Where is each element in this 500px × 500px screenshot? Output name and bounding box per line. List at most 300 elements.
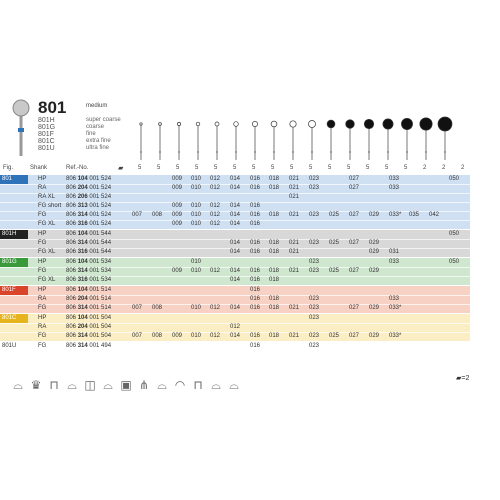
size-cell: 016	[250, 305, 261, 311]
size-cell: 021	[289, 176, 300, 182]
table-row	[0, 276, 470, 286]
ref-shank-code: 104	[77, 231, 88, 237]
size-cell: 016	[250, 176, 261, 182]
size-cell: 021	[289, 185, 300, 191]
shank-cell: FG	[38, 343, 47, 349]
box-count: 5	[328, 165, 332, 171]
ref-suffix: 001 524	[87, 203, 112, 209]
size-cell: 018	[269, 185, 280, 191]
crown-icon: ♛	[30, 378, 42, 392]
tooth-icon: ⌓	[157, 378, 167, 392]
ref-cell	[66, 323, 111, 332]
box-count: 5	[271, 165, 275, 171]
size-cell: 007	[132, 333, 143, 339]
bur-illustration	[159, 123, 162, 160]
bur-illustration	[196, 122, 200, 160]
variant-grade: coarse	[86, 124, 105, 130]
size-cell: 016	[250, 249, 261, 255]
size-cell: 012	[210, 221, 221, 227]
size-cell: 021	[289, 305, 300, 311]
ref-prefix: 806	[66, 333, 78, 339]
size-cell: 029	[369, 240, 380, 246]
size-cell: 033	[389, 296, 400, 302]
table-row	[0, 342, 470, 352]
size-cell: 016	[250, 277, 261, 283]
ref-prefix: 806	[66, 305, 78, 311]
size-cell: 018	[269, 212, 280, 218]
ref-suffix: 001 544	[87, 249, 112, 255]
tooth-icon: ⌓	[13, 378, 23, 392]
ref-shank-code: 316	[77, 221, 88, 227]
size-cell: 027	[349, 212, 360, 218]
size-cell: 010	[191, 185, 202, 191]
table-group	[0, 258, 470, 285]
bur-illustration	[271, 121, 277, 160]
box-count: 5	[214, 165, 218, 171]
ref-suffix: 001 534	[87, 268, 112, 274]
table-group	[0, 286, 470, 313]
ref-shank-code: 104	[77, 287, 88, 293]
size-cell: 035	[409, 212, 420, 218]
size-cell: 023	[309, 240, 320, 246]
group-label: 801H	[0, 230, 28, 239]
ref-shank-code: 314	[77, 268, 88, 274]
size-cell: 009	[172, 185, 183, 191]
size-cell: 027	[349, 176, 360, 182]
shank-cell: FG	[38, 240, 47, 246]
size-cell: 009	[172, 176, 183, 182]
box-count: 5	[233, 165, 237, 171]
product-table	[0, 175, 470, 375]
size-cell: 033*	[389, 333, 402, 339]
size-cell: 010	[191, 203, 202, 209]
size-cell: 009	[172, 268, 183, 274]
tooth-icon: ⌓	[103, 378, 113, 392]
size-cell: 014	[230, 268, 241, 274]
shank-cell: HP	[38, 176, 47, 182]
ref-cell	[66, 286, 111, 295]
bur-illustration-group	[0, 112, 470, 162]
size-cell: 033	[389, 176, 400, 182]
table-group	[0, 230, 470, 257]
shank-cell: FG short	[38, 203, 62, 209]
ref-prefix: 806	[66, 176, 78, 182]
size-cell: 012	[210, 305, 221, 311]
gum-icon: ◠	[174, 378, 186, 392]
size-cell: 050	[449, 176, 460, 182]
bur-illustration	[309, 121, 316, 161]
table-group	[0, 175, 470, 229]
shank-cell: RA XL	[38, 194, 56, 200]
size-cell: 021	[289, 240, 300, 246]
root-icon: ⋔	[138, 378, 150, 392]
ref-prefix: 806	[66, 194, 78, 200]
ref-suffix: 001 494	[87, 343, 112, 349]
size-cell: 012	[210, 333, 221, 339]
ref-prefix: 806	[66, 221, 78, 227]
box-count: 5	[309, 165, 313, 171]
size-cell: 008	[152, 212, 163, 218]
tooth-icon: ⌓	[67, 378, 77, 392]
ref-suffix: 001 504	[87, 333, 112, 339]
size-cell: 031	[389, 249, 400, 255]
size-cell: 016	[250, 333, 261, 339]
box-count: 5	[347, 165, 351, 171]
size-cell: 018	[269, 296, 280, 302]
ref-suffix: 001 544	[87, 240, 112, 246]
ref-shank-code: 314	[77, 305, 88, 311]
size-cell: 016	[250, 296, 261, 302]
size-cell: 023	[309, 268, 320, 274]
ref-prefix: 806	[66, 277, 78, 283]
size-cell: 010	[191, 305, 202, 311]
table-row	[0, 304, 470, 314]
box-count: 2	[423, 165, 427, 171]
col-fig: Fig.	[3, 165, 14, 171]
size-cell: 009	[172, 203, 183, 209]
bur-illustration	[215, 122, 219, 160]
tooth-icon: ⌓	[229, 378, 239, 392]
size-cell: 018	[269, 305, 280, 311]
ref-prefix: 806	[66, 259, 78, 265]
box-count: 5	[385, 165, 389, 171]
shank-cell: RA	[38, 324, 47, 330]
ref-prefix: 806	[66, 296, 78, 302]
size-cell: 010	[191, 212, 202, 218]
table-group	[0, 342, 470, 351]
bur-illustration	[234, 122, 239, 160]
bur-illustration	[438, 117, 452, 160]
shank-cell: HP	[38, 315, 47, 321]
ref-shank-code: 104	[77, 315, 88, 321]
group-label: 801F	[0, 286, 28, 295]
size-cell: 010	[191, 268, 202, 274]
bur-illustration	[383, 119, 393, 160]
ref-prefix: 806	[66, 212, 78, 218]
ref-shank-code: 314	[77, 240, 88, 246]
ref-shank-code: 104	[77, 259, 88, 265]
box-count: 5	[138, 165, 142, 171]
size-cell: 009	[172, 333, 183, 339]
variant-grade: fine	[86, 131, 96, 137]
ref-prefix: 806	[66, 324, 78, 330]
ref-shank-code: 314	[77, 212, 88, 218]
bracket-icon: ⊓	[49, 378, 59, 392]
shank-cell: RA	[38, 185, 47, 191]
ref-cell	[66, 314, 111, 323]
shank-cell: FG	[38, 212, 47, 218]
ref-shank-code: 206	[77, 194, 88, 200]
size-cell: 010	[191, 221, 202, 227]
bur-illustration	[346, 120, 355, 160]
size-cell: 014	[230, 203, 241, 209]
size-cell: 014	[230, 277, 241, 283]
size-cell: 016	[250, 240, 261, 246]
size-cell: 050	[449, 231, 460, 237]
ref-prefix: 806	[66, 287, 78, 293]
ref-cell	[66, 258, 111, 267]
size-cell: 033	[389, 259, 400, 265]
size-cell: 023	[309, 259, 320, 265]
ref-shank-code: 316	[77, 249, 88, 255]
size-cell: 014	[230, 305, 241, 311]
shank-cell: FG XL	[38, 277, 56, 283]
table-row	[0, 220, 470, 230]
size-cell: 025	[329, 268, 340, 274]
size-cell: 012	[230, 324, 241, 330]
size-cell: 023	[309, 185, 320, 191]
table-row	[0, 248, 470, 258]
group-label: 801G	[0, 258, 28, 267]
size-cell: 014	[230, 333, 241, 339]
size-cell: 008	[152, 333, 163, 339]
size-cell: 023	[309, 305, 320, 311]
size-cell: 018	[269, 176, 280, 182]
size-cell: 016	[250, 203, 261, 209]
size-cell: 012	[210, 268, 221, 274]
size-cell: 016	[250, 212, 261, 218]
variant-item: 801H	[38, 117, 55, 124]
size-cell: 016	[250, 287, 261, 293]
size-cell: 008	[152, 305, 163, 311]
ref-cell	[66, 295, 111, 304]
size-cell: 021	[289, 212, 300, 218]
size-cell: 018	[269, 333, 280, 339]
group-label: 801C	[0, 314, 28, 323]
legend-text: =2	[461, 375, 470, 382]
ref-prefix: 806	[66, 240, 78, 246]
ref-shank-code: 104	[77, 176, 88, 182]
ref-cell	[66, 220, 111, 229]
size-cell: 029	[369, 268, 380, 274]
size-cell: 025	[329, 333, 340, 339]
ref-cell	[66, 239, 111, 248]
size-cell: 021	[289, 249, 300, 255]
size-cell: 012	[210, 176, 221, 182]
size-cell: 010	[191, 333, 202, 339]
size-cell: 014	[230, 221, 241, 227]
size-cell: 023	[309, 333, 320, 339]
ref-suffix: 001 534	[87, 277, 112, 283]
size-cell: 025	[329, 212, 340, 218]
size-cell: 021	[289, 268, 300, 274]
ref-suffix: 001 524	[87, 185, 112, 191]
variant-grade: extra fine	[86, 138, 111, 144]
table-row	[0, 332, 470, 342]
shank-cell: HP	[38, 231, 47, 237]
group-label: 801U	[0, 342, 28, 351]
size-cell: 014	[230, 240, 241, 246]
product-grade: medium	[86, 103, 108, 109]
size-cell: 009	[172, 212, 183, 218]
box-count: 5	[252, 165, 256, 171]
size-cell: 033*	[389, 305, 402, 311]
size-cell: 018	[269, 240, 280, 246]
ref-prefix: 806	[66, 203, 78, 209]
box-icon: ▰	[456, 375, 462, 382]
size-cell: 012	[210, 203, 221, 209]
size-cell: 014	[230, 176, 241, 182]
size-cell: 018	[269, 268, 280, 274]
ref-prefix: 806	[66, 231, 78, 237]
inlay-icon: ▣	[120, 378, 132, 392]
ref-suffix: 001 514	[87, 287, 112, 293]
size-cell: 014	[230, 249, 241, 255]
size-cell: 033	[389, 185, 400, 191]
size-cell: 050	[449, 259, 460, 265]
ref-suffix: 001 504	[87, 324, 112, 330]
ref-suffix: 001 514	[87, 296, 112, 302]
bur-illustration	[327, 120, 335, 160]
bur-illustration	[252, 121, 257, 160]
usage-icons	[10, 376, 250, 396]
ref-cell	[66, 193, 111, 202]
box-count: 2	[442, 165, 446, 171]
variant-grade: super coarse	[86, 117, 121, 123]
box-count: 5	[366, 165, 370, 171]
size-cell: 023	[309, 296, 320, 302]
ref-cell	[66, 184, 111, 193]
size-cell: 012	[210, 185, 221, 191]
size-cell: 042	[429, 212, 440, 218]
size-cell: 027	[349, 185, 360, 191]
size-cell: 023	[309, 343, 320, 349]
ref-cell	[66, 248, 111, 257]
size-cell: 010	[191, 259, 202, 265]
ref-suffix: 001 514	[87, 305, 112, 311]
size-cell: 025	[329, 240, 340, 246]
size-cell: 033*	[389, 212, 402, 218]
ref-suffix: 001 544	[87, 231, 112, 237]
shank-cell: HP	[38, 287, 47, 293]
size-cell: 007	[132, 305, 143, 311]
box-count: 5	[195, 165, 199, 171]
bur-illustration	[401, 118, 412, 160]
size-cell: 023	[309, 176, 320, 182]
ref-cell	[66, 267, 111, 276]
pack-legend	[456, 374, 469, 382]
size-cell: 009	[172, 221, 183, 227]
size-cell: 027	[349, 240, 360, 246]
ref-suffix: 001 534	[87, 259, 112, 265]
ref-suffix: 001 524	[87, 176, 112, 182]
bur-illustration	[364, 119, 373, 160]
size-cell: 012	[210, 212, 221, 218]
size-cell: 018	[269, 277, 280, 283]
size-cell: 010	[191, 176, 202, 182]
ref-cell	[66, 304, 111, 313]
ref-suffix: 001 524	[87, 194, 112, 200]
variant-item: 801G	[38, 124, 56, 131]
size-cell: 016	[250, 343, 261, 349]
ref-shank-code: 313	[77, 203, 88, 209]
bur-illustration	[140, 123, 142, 160]
size-cell: 021	[289, 333, 300, 339]
product-number: 801	[38, 98, 67, 117]
ref-cell	[66, 202, 111, 211]
size-cell: 027	[349, 268, 360, 274]
bur-illustration	[420, 118, 432, 160]
tooth-icon: ⌓	[211, 378, 221, 392]
size-cell: 007	[132, 212, 143, 218]
prep-icon: ◫	[84, 378, 96, 392]
size-cell: 016	[250, 185, 261, 191]
ref-cell	[66, 211, 111, 220]
shank-cell: RA	[38, 296, 47, 302]
ref-prefix: 806	[66, 249, 78, 255]
box-count: 5	[290, 165, 294, 171]
bur-illustrations	[0, 112, 470, 162]
variant-item: 801F	[38, 131, 54, 138]
shank-cell: FG XL	[38, 249, 56, 255]
ref-cell	[66, 230, 111, 239]
box-icon: ▰	[118, 165, 124, 172]
size-cell: 029	[369, 305, 380, 311]
size-cell: 014	[230, 185, 241, 191]
box-count: 5	[176, 165, 180, 171]
col-ref: Ref.-No.	[66, 165, 89, 171]
size-cell: 029	[369, 333, 380, 339]
ref-shank-code: 204	[77, 185, 88, 191]
ref-prefix: 806	[66, 315, 78, 321]
size-cell: 016	[250, 221, 261, 227]
size-cell: 027	[349, 305, 360, 311]
size-cell: 016	[250, 268, 261, 274]
size-cell: 014	[230, 212, 241, 218]
bur-illustration	[290, 121, 296, 160]
box-count: 5	[157, 165, 161, 171]
ref-shank-code: 204	[77, 296, 88, 302]
ref-suffix: 001 504	[87, 315, 112, 321]
shank-cell: FG	[38, 333, 47, 339]
size-cell: 029	[369, 212, 380, 218]
group-label: 801	[0, 175, 28, 184]
box-count: 2	[461, 165, 465, 171]
size-cell: 023	[309, 212, 320, 218]
ref-cell	[66, 332, 111, 341]
col-shank: Shank	[30, 165, 48, 171]
size-cell: 029	[369, 249, 380, 255]
ref-cell	[66, 175, 111, 184]
shank-cell: HP	[38, 259, 47, 265]
ref-prefix: 806	[66, 185, 78, 191]
shank-cell: FG XL	[38, 221, 56, 227]
variant-item: 801C	[38, 138, 55, 145]
box-count: 5	[404, 165, 408, 171]
variant-grade: ultra fine	[86, 145, 110, 151]
ref-prefix: 806	[66, 268, 78, 274]
table-header	[0, 164, 470, 174]
ref-shank-code: 314	[77, 333, 88, 339]
ref-prefix: 806	[66, 343, 78, 349]
ref-shank-code: 316	[77, 277, 88, 283]
ref-suffix: 001 524	[87, 221, 112, 227]
table-group	[0, 314, 470, 341]
size-cell: 027	[349, 333, 360, 339]
ref-cell	[66, 276, 111, 285]
shank-cell: FG	[38, 305, 47, 311]
shank-cell: FG	[38, 268, 47, 274]
ref-shank-code: 314	[77, 343, 88, 349]
ref-suffix: 001 524	[87, 212, 112, 218]
size-cell: 018	[269, 249, 280, 255]
size-cell: 021	[289, 194, 300, 200]
variant-item: 801U	[38, 145, 55, 152]
ref-shank-code: 204	[77, 324, 88, 330]
bur-illustration	[177, 122, 180, 160]
size-cell: 023	[309, 315, 320, 321]
ref-cell	[66, 342, 111, 351]
